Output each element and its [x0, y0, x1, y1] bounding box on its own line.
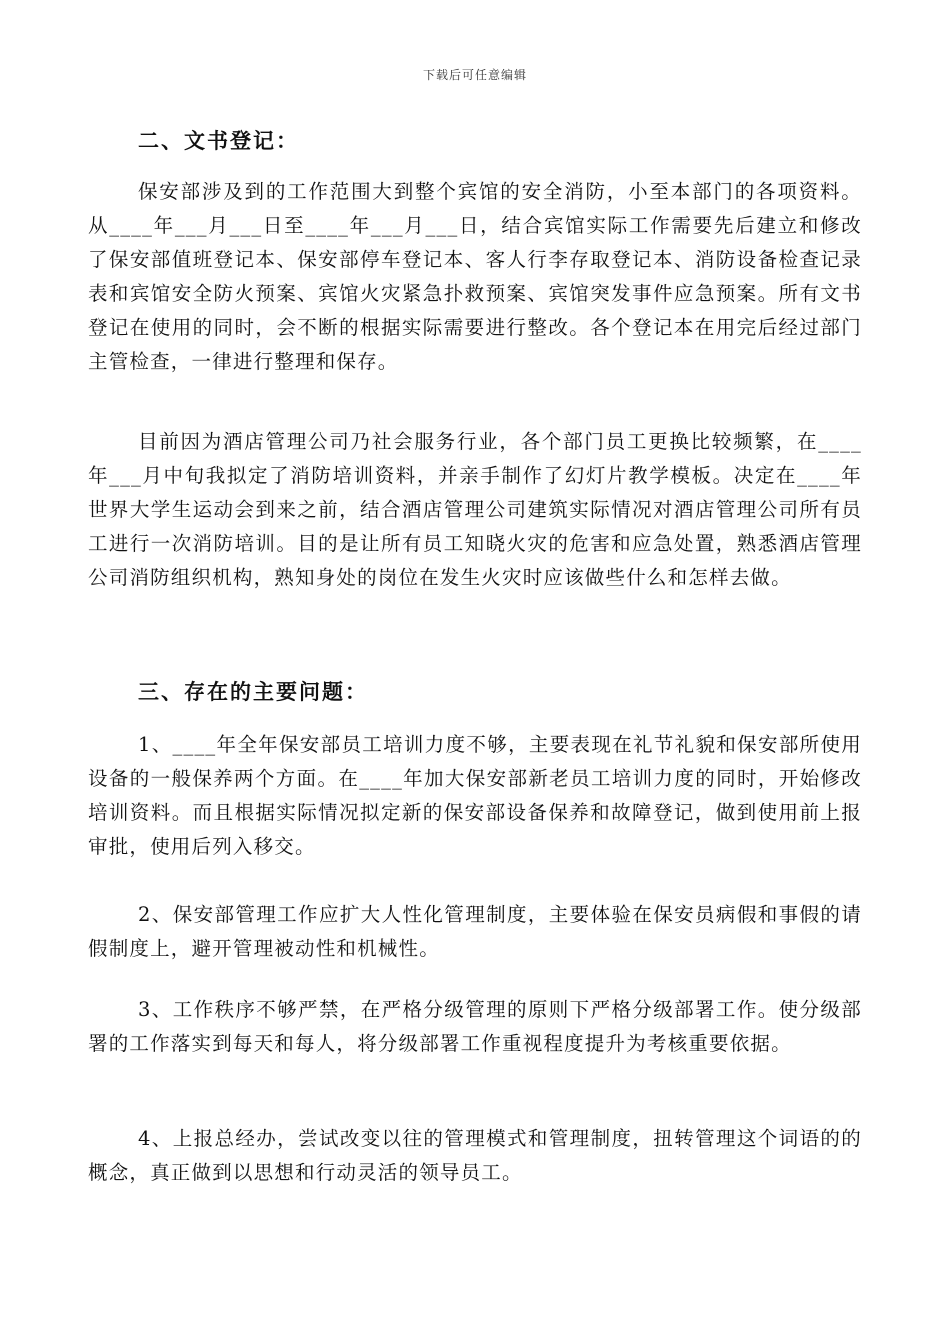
paragraph-document-registration-1: 保安部涉及到的工作范围大到整个宾馆的安全消防，小至本部门的各项资料。从____年___月___日至____年___月___日，结合宾馆实际工作需要先后建立和修改了保安部值班登记本、保安部停车登记本、客人行李存取登记本、消防设备检查记录表和宾馆安全防火预案、宾馆火灾紧急扑救预案、宾馆突发事件应急预案。所有文书登记在使用的同时，会不断的根据实际需要进行整改。各个登记本在用完后经过部门主管检查，一律进行整理和保存。	[88, 180, 862, 373]
section-heading-main-problems: 三、存在的主要问题：	[138, 679, 368, 704]
page-header-note: 下载后可任意编辑	[422, 68, 527, 82]
paragraph-document-registration-2: 目前因为酒店管理公司乃社会服务行业，各个部门员工更换比较频繁，在____年___月中旬我拟定了消防培训资料，并亲手制作了幻灯片教学模板。决定在____年世界大学生运动会到来之前，结合酒店管理公司建筑实际情况对酒店管理公司所有员工进行一次消防培训。目的是让所有员工知晓火灾的危害和应急处置，熟悉酒店管理公司消防组织机构，熟知身处的岗位在发生火灾时应该做些什么和怎样去做。	[88, 430, 862, 589]
paragraph-problem-2: 2、保安部管理工作应扩大人性化管理制度，主要体验在保安员病假和事假的请假制度上，避开管理被动性和机械性。	[88, 903, 862, 960]
paragraph-problem-1: 1、____年全年保安部员工培训力度不够，主要表现在礼节礼貌和保安部所使用设备的一般保养两个方面。在____年加大保安部新老员工培训力度的同时，开始修改培训资料。而且根据实际情况拟定新的保安部设备保养和故障登记，做到使用前上报审批，使用后列入移交。	[88, 733, 862, 858]
section-heading-document-registration: 二、文书登记：	[138, 128, 299, 153]
paragraph-problem-3: 3、工作秩序不够严禁，在严格分级管理的原则下严格分级部署工作。使分级部署的工作落实到每天和每人，将分级部署工作重视程度提升为考核重要依据。	[88, 998, 862, 1055]
paragraph-problem-4: 4、上报总经办，尝试改变以往的管理模式和管理制度，扭转管理这个词语的的概念，真正做到以思想和行动灵活的领导员工。	[88, 1127, 862, 1184]
